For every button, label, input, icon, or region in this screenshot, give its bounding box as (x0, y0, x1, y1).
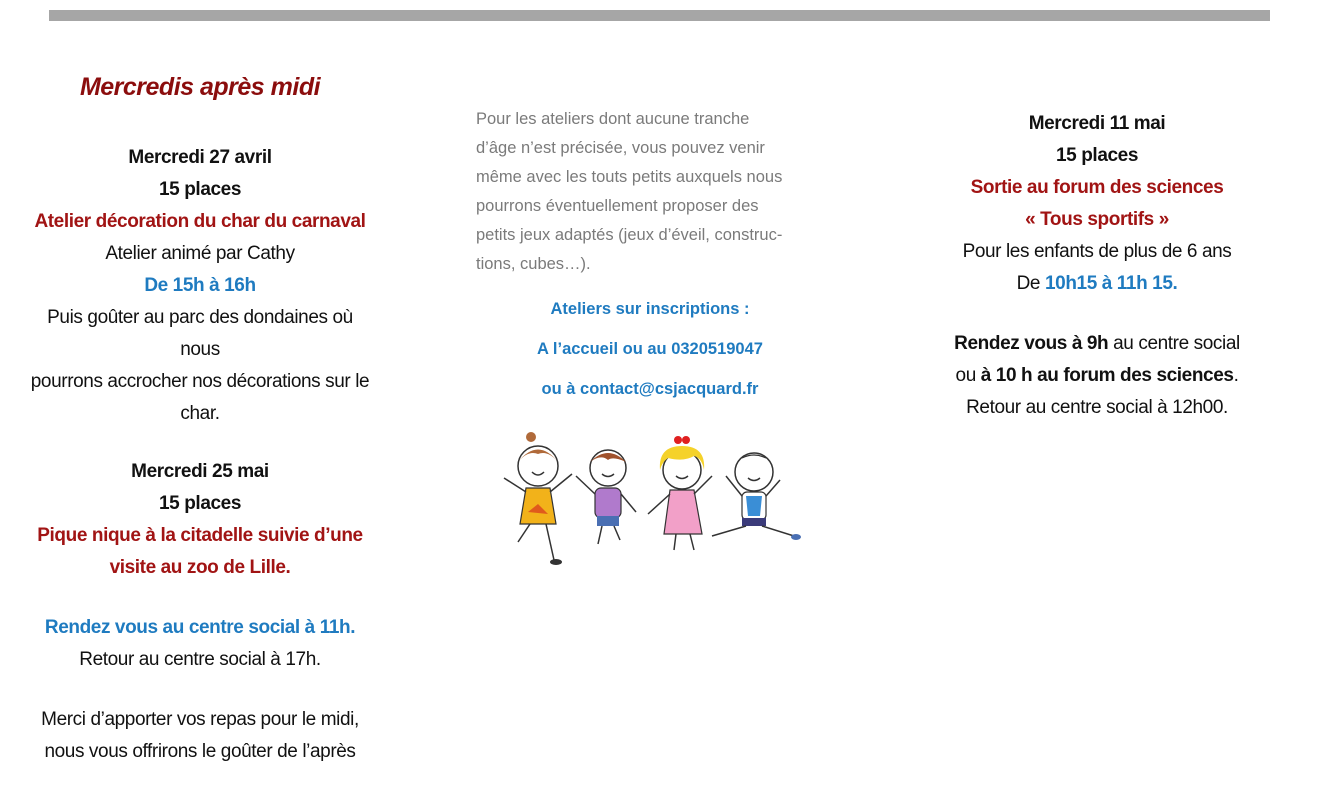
alt-end: . (1233, 365, 1239, 386)
alt-bold: à 10 h au forum des sciences (980, 365, 1234, 386)
info-line: Pour les ateliers dont aucune tranche (476, 110, 750, 128)
meeting-rest: au centre social (1108, 333, 1240, 354)
kid-one-icon (504, 432, 572, 565)
event-desc-line: pourrons accrocher nos décorations sur le (30, 371, 370, 392)
event-note-line: nous vous offrirons le goûter de l’après (44, 741, 356, 762)
event-25-may (30, 456, 370, 768)
event-activity: Atelier décoration du char du carnaval (34, 211, 366, 232)
info-paragraph (476, 105, 826, 279)
event-time (952, 268, 1242, 300)
event-return: Retour au centre social à 12h00. (966, 397, 1228, 418)
event-places: 15 places (159, 493, 241, 514)
info-line: d’âge n’est précisée, vous pouvez venir (476, 139, 765, 157)
middle-column (474, 105, 826, 409)
event-places: 15 places (1056, 145, 1138, 166)
event-places: 15 places (159, 179, 241, 200)
info-line: même avec les touts petits auxquels nous (476, 168, 783, 186)
info-line: tions, cubes…). (476, 255, 591, 273)
kid-four-icon (712, 453, 801, 540)
kid-three-icon (648, 436, 712, 550)
info-line: pourrons éventuellement proposer des (476, 197, 759, 215)
event-age: Pour les enfants de plus de 6 ans (962, 241, 1232, 262)
event-meeting: Rendez vous au centre social à 11h. (44, 617, 356, 638)
event-date: Mercredi 27 avril (128, 147, 272, 168)
meeting-bold: Rendez vous à 9h (954, 333, 1109, 354)
signup-title: Ateliers sur inscriptions : (550, 300, 750, 318)
time-value: 10h15 à 11h 15. (1044, 273, 1178, 294)
kid-two-icon (576, 450, 636, 544)
event-meeting (952, 328, 1242, 360)
event-return: Retour au centre social à 17h. (79, 649, 321, 670)
event-activity-line: Pique nique à la citadelle suivie d’une (37, 525, 363, 546)
event-subtitle: « Tous sportifs » (1025, 209, 1169, 230)
signup-phone: A l’accueil ou au 0320519047 (537, 340, 763, 358)
event-note-line: Merci d’apporter vos repas pour le midi, (41, 709, 359, 730)
event-activity: Sortie au forum des sciences (970, 177, 1224, 198)
left-column (30, 72, 370, 768)
signup-email: ou à contact@csjacquard.fr (541, 380, 759, 398)
event-time: De 15h à 16h (144, 275, 256, 296)
event-host: Atelier animé par Cathy (105, 243, 295, 264)
alt-prefix: ou (955, 365, 981, 386)
event-activity-line: visite au zoo de Lille. (109, 557, 291, 578)
right-column (952, 108, 1242, 424)
event-date: Mercredi 25 mai (131, 461, 269, 482)
children-jumping-illustration (498, 432, 804, 568)
event-desc-line: char. (180, 403, 220, 424)
event-desc-line: Puis goûter au parc des dondaines où nous (47, 307, 353, 360)
info-line: petits jeux adaptés (jeux d’éveil, construc- (476, 226, 783, 244)
event-date: Mercredi 11 mai (1028, 113, 1166, 134)
section-title: Mercredis après midi (79, 73, 321, 101)
event-27-april (30, 142, 370, 430)
top-divider-bar (49, 10, 1270, 21)
event-alt-meeting (952, 360, 1242, 392)
time-prefix: De (1016, 273, 1045, 294)
